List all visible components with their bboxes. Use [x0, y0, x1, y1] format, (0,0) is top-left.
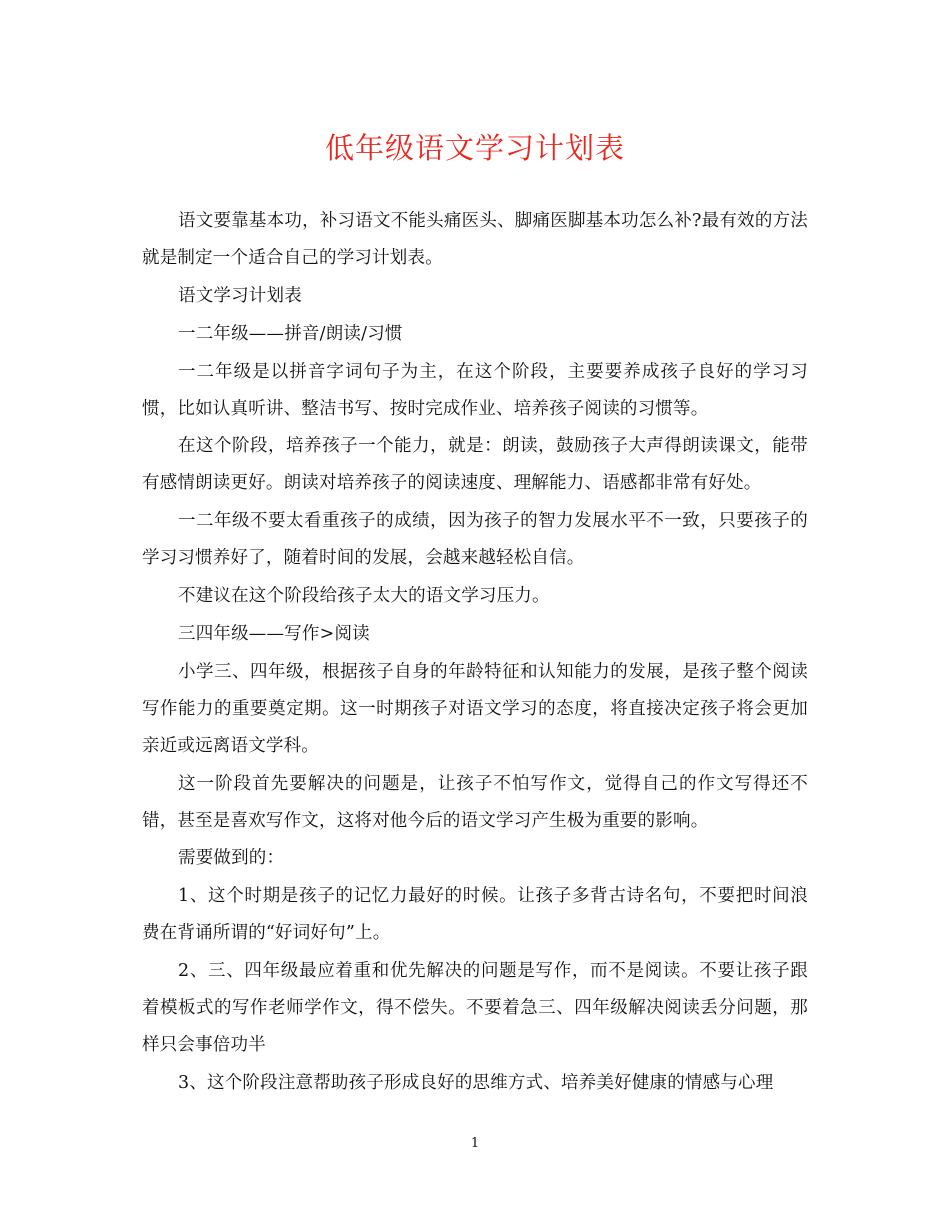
paragraph: 这一阶段首先要解决的问题是，让孩子不怕写作文，觉得自己的作文写得还不错，甚至是喜欢写作文，这将对他今后的语文学习产生极为重要的影响。 [142, 773, 808, 831]
paragraph: 不建议在这个阶段给孩子太大的语文学习压力。 [178, 586, 550, 607]
document-body [142, 203, 808, 1103]
list-item: 1、这个时期是孩子的记忆力最好的时候。让孩子多背古诗名句，不要把时间浪费在背诵所谓的“好词好句”上。 [142, 886, 808, 944]
paragraph: 需要做到的： [178, 848, 285, 869]
list-item: 3、这个阶段注意帮助孩子形成良好的思维方式、培养美好健康的情感与心理 [178, 1072, 774, 1093]
paragraph: 小学三、四年级，根据孩子自身的年龄特征和认知能力的发展，是孩子整个阅读写作能力的重要奠定期。这一时期孩子对语文学习的态度，将直接决定孩子将会更加亲近或远离语文学科。 [142, 661, 808, 756]
section-heading: 语文学习计划表 [178, 285, 302, 306]
paragraph: 语文要靠基本功，补习语文不能头痛医头、脚痛医脚基本功怎么补?最有效的方法就是制定一个适合自己的学习计划表。 [142, 211, 808, 268]
paragraph: 一二年级不要太看重孩子的成绩，因为孩子的智力发展水平不一致，只要孩子的学习习惯养好了，随着时间的发展，会越来越轻松自信。 [142, 511, 808, 569]
page-number: 1 [470, 1136, 480, 1151]
page-title: 低年级语文学习计划表 [324, 131, 625, 165]
list-item: 2、三、四年级最应着重和优先解决的问题是写作，而不是阅读。不要让孩子跟着模板式的写作老师学作文，得不偿失。不要着急三、四年级解决阅读丢分问题，那样只会事倍功半 [142, 961, 808, 1055]
paragraph: 在这个阶段，培养孩子一个能力，就是：朗读，鼓励孩子大声得朗读课文，能带有感情朗读更好。朗读对培养孩子的阅读速度、理解能力、语感都非常有好处。 [142, 436, 808, 494]
section-heading: 一二年级——拼音/朗读/习惯 [178, 323, 403, 344]
section-heading: 三四年级——写作>阅读 [178, 623, 370, 644]
paragraph: 一二年级是以拼音字词句子为主，在这个阶段，主要要养成孩子良好的学习习惯，比如认真听讲、整洁书写、按时完成作业、培养孩子阅读的习惯等。 [142, 361, 808, 419]
